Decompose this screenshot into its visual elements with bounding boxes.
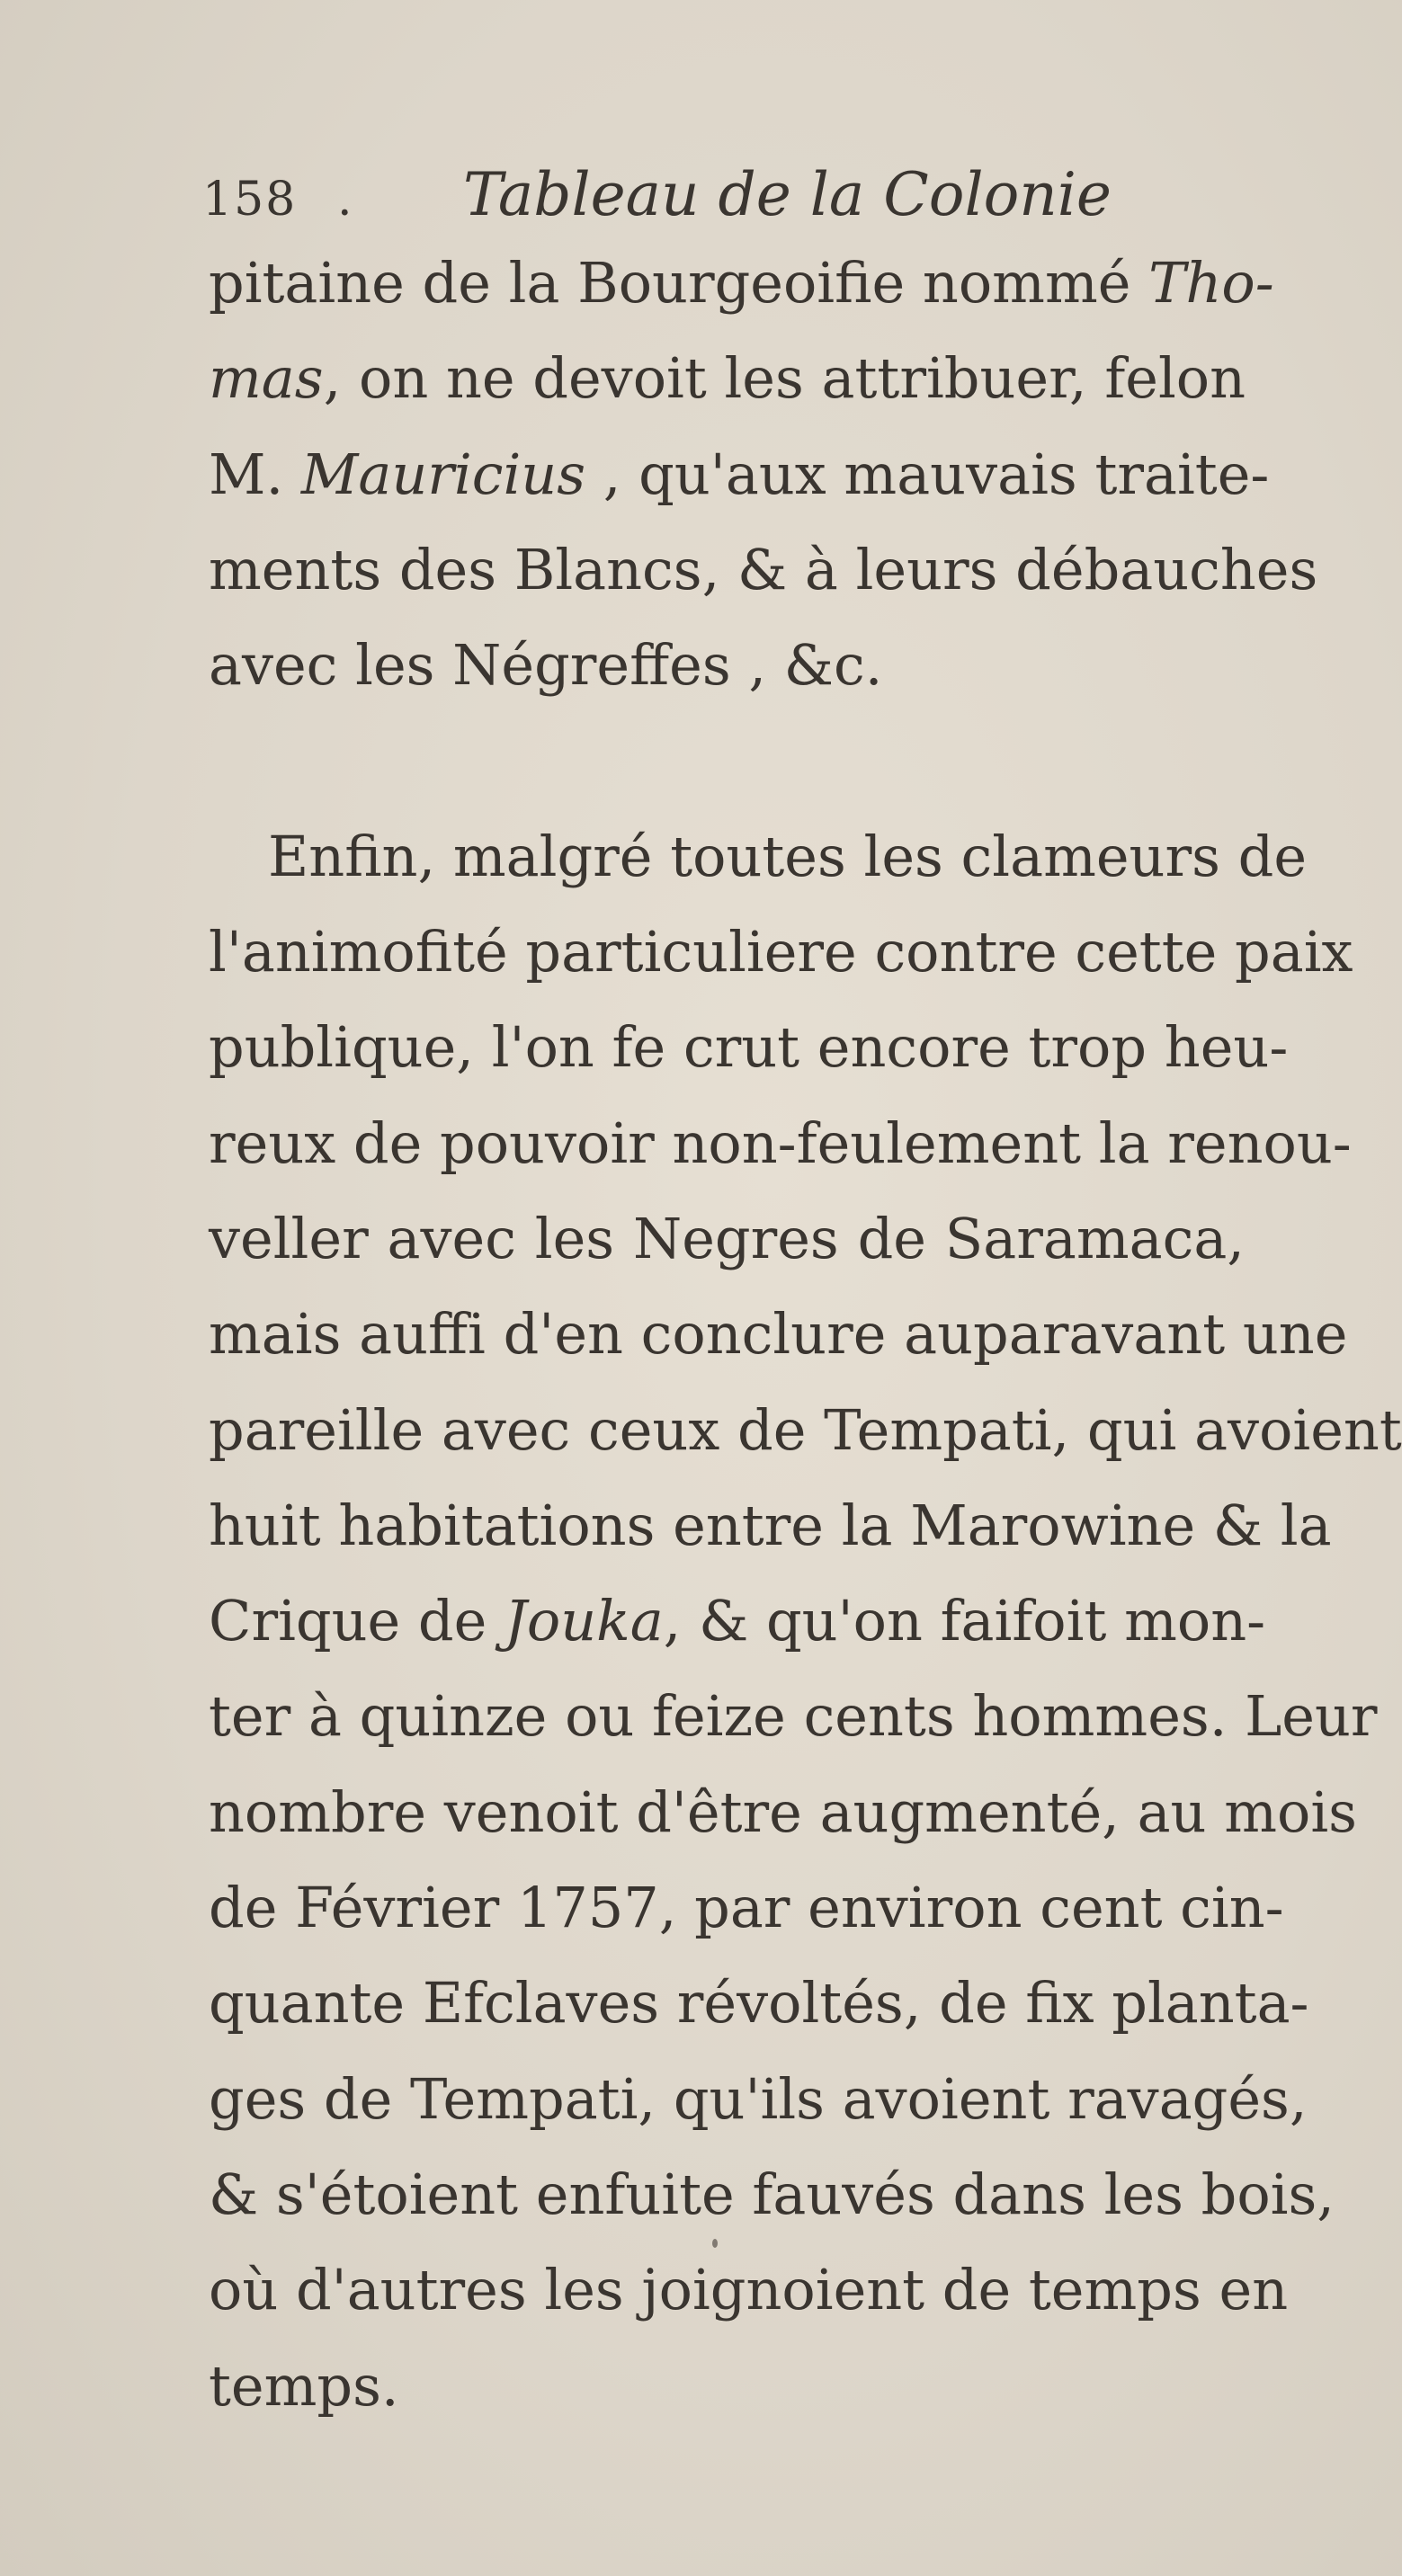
text-line xyxy=(209,1573,1266,1669)
text-run: mais auffi d'en conclure auparavant une xyxy=(209,1301,1348,1368)
text-run: de Février 1757, par environ cent cin- xyxy=(209,1875,1284,1941)
text-run: pareille avec ceux de Tempati, qui avoient xyxy=(209,1396,1402,1463)
running-head xyxy=(202,160,1281,241)
paragraph-gap xyxy=(209,713,1245,808)
text-run: Crique de xyxy=(209,1588,505,1654)
text-run: où d'autres les joignoient de temps en xyxy=(209,2257,1289,2323)
text-run: M. xyxy=(209,441,301,507)
text-line xyxy=(209,1000,1289,1095)
text-run: & s'étoient enfuite fauvés dans les bois, xyxy=(209,2161,1335,2227)
text-run: quante Efclaves révoltés, de fix planta- xyxy=(209,1970,1309,2037)
text-line xyxy=(209,1287,1348,1382)
italic-text: Mauricius xyxy=(300,441,586,507)
paragraph-p2 xyxy=(209,809,1402,2434)
text-run: publique, l'on fe crut encore trop heu- xyxy=(209,1014,1289,1081)
text-run: , & qu'on faifoit mon- xyxy=(663,1588,1266,1654)
text-line xyxy=(209,2242,1289,2338)
text-line xyxy=(209,2052,1308,2147)
page-number: 158 xyxy=(202,173,298,227)
text-line xyxy=(209,2339,1245,2434)
text-line xyxy=(209,809,1308,905)
text-line xyxy=(209,1478,1332,1573)
running-head-title: Tableau de la Colonie xyxy=(463,160,1112,229)
italic-text: mas xyxy=(209,345,324,412)
text-run: nombre venoit d'être augmenté, au mois xyxy=(209,1778,1357,1845)
text-line xyxy=(209,1669,1378,1764)
paragraph-p1 xyxy=(209,236,1318,713)
text-run: , on ne devoit les attribuer, felon xyxy=(323,345,1246,412)
italic-text: Jouka xyxy=(505,1588,664,1654)
text-line xyxy=(209,1956,1309,2051)
body-text xyxy=(209,236,1402,2434)
text-line xyxy=(209,331,1245,426)
text-run: Enfin, malgré toutes les clameurs de xyxy=(268,823,1308,889)
text-line xyxy=(209,1383,1402,1478)
text-line xyxy=(209,236,1274,331)
paper-speck xyxy=(712,2239,718,2248)
text-line xyxy=(209,905,1353,1000)
text-run: , qu'aux mauvais traite- xyxy=(585,441,1270,507)
text-line xyxy=(209,618,1245,713)
italic-text: Tho- xyxy=(1148,250,1274,316)
running-head-separator: . xyxy=(337,173,353,227)
text-line xyxy=(209,2147,1335,2242)
text-run: temps. xyxy=(209,2352,399,2419)
text-run: l'animofité particuliere contre cette paix xyxy=(209,919,1353,985)
text-run: ges de Tempati, qu'ils avoient ravagés, xyxy=(209,2065,1308,2132)
text-line xyxy=(209,522,1318,618)
text-run: pitaine de la Bourgeoifie nommé xyxy=(209,250,1149,316)
text-run: reux de pouvoir non-feulement la renou- xyxy=(209,1110,1352,1176)
text-run: avec les Négreffes , &c. xyxy=(209,632,883,699)
text-run: ter à quinze ou feize cents hommes. Leur xyxy=(209,1683,1378,1750)
text-line xyxy=(209,1191,1245,1287)
text-run: huit habitations entre la Marowine & la xyxy=(209,1492,1332,1558)
text-line xyxy=(209,1860,1284,1956)
text-line xyxy=(209,1765,1357,1860)
text-run: veller avec les Negres de Saramaca, xyxy=(209,1205,1245,1271)
text-run: ments des Blancs, & à leurs débauches xyxy=(209,536,1318,602)
text-line xyxy=(209,427,1270,522)
text-line xyxy=(209,1096,1352,1191)
